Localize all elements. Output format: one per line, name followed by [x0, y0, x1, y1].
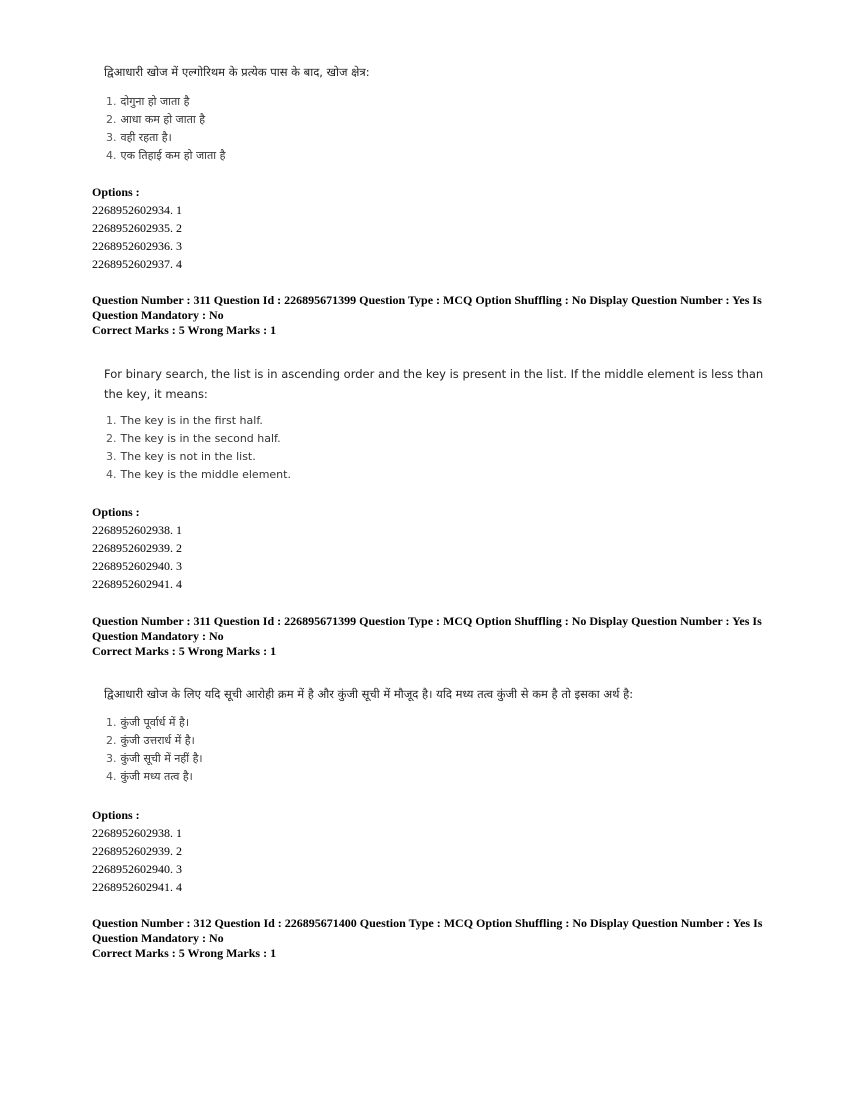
options-list	[92, 503, 182, 593]
option-id: 2268952602941. 4	[92, 577, 182, 591]
choice-item: 4. कुंजी मध्य तत्व है।	[106, 770, 193, 783]
choice-item: 3. वही रहता है।	[106, 131, 172, 144]
choice-item: 4. एक तिहाई कम हो जाता है	[106, 149, 226, 162]
choice-item: 1. कुंजी पूर्वार्ध में है।	[106, 716, 190, 729]
question-stem-hindi: द्विआधारी खोज के लिए यदि सूची आरोही क्रम में है और कुंजी सूची में मौजूद है। यदि मध्य तत्व कुंजी से कम है तो इसका अर्थ है:	[104, 687, 634, 701]
marks-line: Correct Marks : 5 Wrong Marks : 1	[92, 644, 277, 658]
choice-item: 2. कुंजी उत्तरार्ध में है।	[106, 734, 195, 747]
question-meta-line: Question Number : 311 Question Id : 226895671399 Question Type : MCQ Option Shuffling : No Display Question Number : Yes Is Question Mandatory : No	[92, 293, 762, 322]
choice-list	[106, 412, 291, 484]
option-id: 2268952602940. 3	[92, 559, 182, 573]
choice-item: 3. कुंजी सूची में नहीं है।	[106, 752, 203, 765]
option-id: 2268952602939. 2	[92, 844, 182, 858]
choice-item: 4. The key is the middle element.	[106, 468, 291, 481]
option-id: 2268952602935. 2	[92, 221, 182, 235]
choice-list	[106, 714, 203, 786]
choice-item: 2. आधा कम हो जाता है	[106, 113, 206, 126]
options-list	[92, 806, 182, 896]
options-label: Options :	[92, 808, 140, 822]
choice-item: 2. The key is in the second half.	[106, 432, 281, 445]
question-meta	[92, 293, 764, 338]
marks-line: Correct Marks : 5 Wrong Marks : 1	[92, 946, 277, 960]
option-id: 2268952602934. 1	[92, 203, 182, 217]
options-label: Options :	[92, 505, 140, 519]
question-meta	[92, 614, 764, 659]
options-list	[92, 183, 182, 273]
options-label: Options :	[92, 185, 140, 199]
option-id: 2268952602941. 4	[92, 880, 182, 894]
choice-item: 1. The key is in the first half.	[106, 414, 263, 427]
question-meta	[92, 916, 764, 961]
marks-line: Correct Marks : 5 Wrong Marks : 1	[92, 323, 277, 337]
question-meta-line: Question Number : 311 Question Id : 226895671399 Question Type : MCQ Option Shuffling : No Display Question Number : Yes Is Question Mandatory : No	[92, 614, 762, 643]
choice-list	[106, 93, 225, 165]
option-id: 2268952602938. 1	[92, 826, 182, 840]
choice-item: 1. दोगुना हो जाता है	[106, 95, 190, 108]
option-id: 2268952602938. 1	[92, 523, 182, 537]
option-id: 2268952602936. 3	[92, 239, 182, 253]
question-stem-english: For binary search, the list is in ascending order and the key is present in the list. If the middle element is less than the key, it means:	[104, 367, 764, 401]
question-stem-hindi: द्विआधारी खोज में एल्गोरिथम के प्रत्येक पास के बाद, खोज क्षेत्र:	[104, 65, 370, 79]
option-id: 2268952602940. 3	[92, 862, 182, 876]
option-id: 2268952602937. 4	[92, 257, 182, 271]
option-id: 2268952602939. 2	[92, 541, 182, 555]
choice-item: 3. The key is not in the list.	[106, 450, 256, 463]
question-meta-line: Question Number : 312 Question Id : 226895671400 Question Type : MCQ Option Shuffling : No Display Question Number : Yes Is Question Mandatory : No	[92, 916, 763, 945]
